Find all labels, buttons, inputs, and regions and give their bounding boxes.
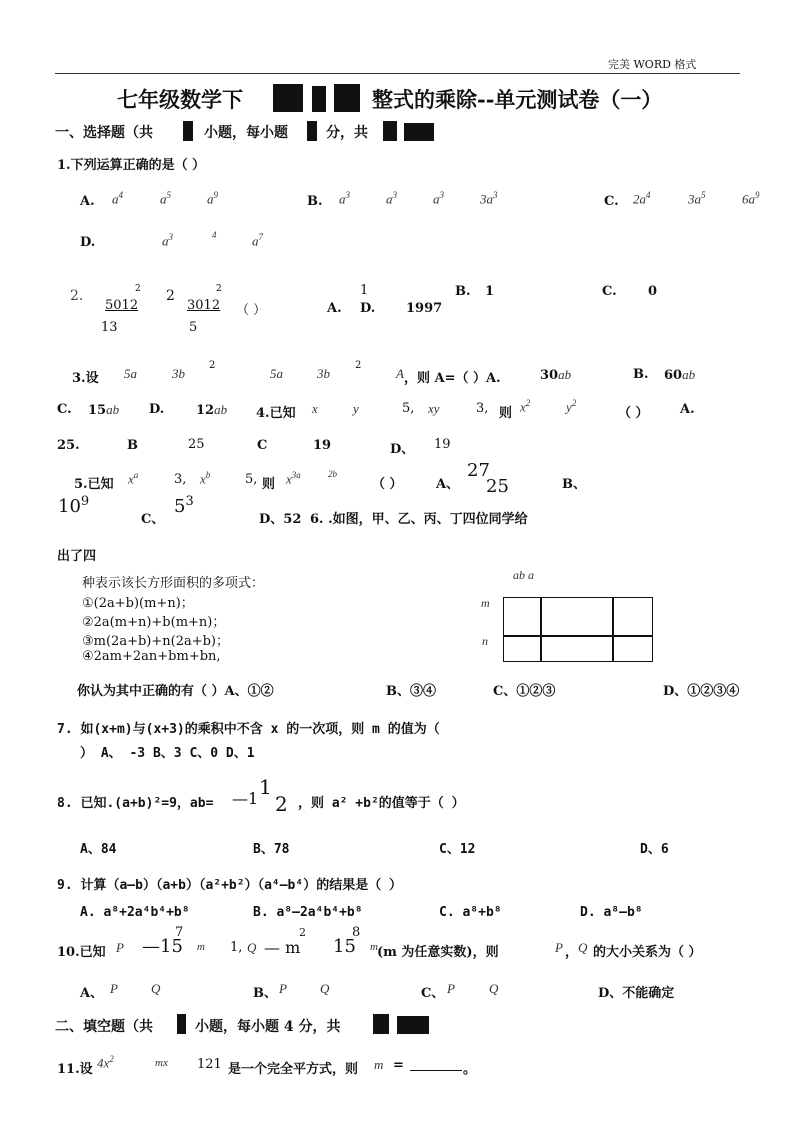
q2-option-b-value: 1 bbox=[485, 284, 495, 299]
q1-option-c-term: $2a^4$ bbox=[633, 190, 651, 207]
q2-answer-paren: （ ） bbox=[236, 303, 267, 318]
q4-option-d-label: D、 bbox=[390, 442, 415, 457]
q4-value: 3, bbox=[476, 401, 489, 416]
q6-stem-continued: 出了四 bbox=[57, 549, 97, 564]
q5-term: $x^a$ bbox=[128, 470, 139, 487]
q6-formula-2: ②2a(m+n)+b(m+n)； bbox=[82, 615, 226, 630]
redaction-block bbox=[312, 86, 326, 112]
q4-option-a-value: 25. bbox=[57, 438, 80, 453]
q7-options: ） A、 -3 B、3 C、0 D、1 bbox=[80, 746, 255, 761]
redaction-block bbox=[397, 1016, 429, 1034]
q10-option-a-p: P bbox=[110, 981, 118, 996]
q6-figure-label-n: n bbox=[482, 634, 488, 648]
q3-exponent: 2 bbox=[355, 360, 362, 371]
q1-option-b-term: $a^3$ bbox=[433, 190, 444, 207]
q8-negative-mixed: —1 bbox=[232, 789, 259, 808]
q3-stem-tail: ，则 A=（ ）A. bbox=[404, 371, 501, 386]
q11-term: 121 bbox=[197, 1057, 222, 1072]
q1-option-a-term: $a^5$ bbox=[160, 190, 171, 207]
q6-formula-3: ③m(2a+b)+n(2a+b)； bbox=[82, 634, 230, 649]
q10-option-b-label: B、 bbox=[253, 986, 277, 1001]
q11-equals: = bbox=[393, 1058, 404, 1073]
q10-value: 1, bbox=[230, 940, 243, 955]
q2-exponent: 2 bbox=[216, 284, 222, 294]
q2-fraction-2-num: 3012 bbox=[187, 298, 221, 313]
q1-option-b-label: B. bbox=[307, 194, 323, 209]
q4-answer-paren: （ ） bbox=[618, 406, 649, 421]
redaction-block bbox=[373, 1014, 389, 1034]
q1-option-d-term: $a^7$ bbox=[252, 232, 263, 249]
q9-option-d: D. a⁸—b⁸ bbox=[580, 905, 643, 920]
q2-option-d-value: 1997 bbox=[406, 301, 443, 316]
q1-option-a-term: $a^9$ bbox=[207, 190, 218, 207]
q6-formula-4: ④2am+2an+bm+bn, bbox=[82, 649, 221, 664]
q10-exponent: 2 bbox=[299, 926, 306, 939]
page-title-right: 整式的乘除--单元测试卷（一） bbox=[372, 87, 663, 112]
q3-option-d-label: D. bbox=[149, 402, 165, 417]
q10-note: (m 为任意实数)，则 bbox=[377, 945, 499, 960]
q2-exponent: 2 bbox=[135, 284, 141, 294]
q4-value: 5, bbox=[402, 401, 415, 416]
question-10-stem: 10.已知 bbox=[57, 945, 106, 960]
q4-term: $y^2$ bbox=[566, 398, 577, 415]
q2-fraction-2-den: 5 bbox=[189, 320, 198, 335]
question-6-stem: 6. .如图，甲、乙、丙、丁四位同学给 bbox=[310, 512, 528, 527]
redaction-block bbox=[273, 84, 303, 112]
q5-value: 5, bbox=[245, 472, 258, 487]
q11-end: 。 bbox=[463, 1062, 477, 1077]
q11-term: $4x^2$ bbox=[97, 1054, 114, 1071]
q8-option-c: C、12 bbox=[439, 842, 476, 857]
q1-option-b-term: $a^3$ bbox=[386, 190, 397, 207]
q3-option-a-value: 30ab bbox=[540, 367, 572, 383]
q6-option-c: C、①②③ bbox=[493, 684, 556, 699]
q6-rectangle-figure bbox=[503, 597, 653, 662]
header-rule bbox=[55, 73, 740, 74]
redaction-block bbox=[183, 121, 193, 141]
q4-var-x: x bbox=[312, 401, 318, 416]
q8-stem-tail: ，则 a² +b²的值等于（ ） bbox=[298, 796, 465, 811]
q9-option-c: C. a⁸+b⁸ bbox=[439, 905, 502, 920]
q2-option-b-label: B. bbox=[455, 284, 471, 299]
q1-option-d-term: $a^3$ bbox=[162, 232, 173, 249]
q10-var-p: P bbox=[116, 940, 124, 955]
question-4-stem: 4.已知 bbox=[256, 406, 296, 421]
q10-option-a-label: A、 bbox=[80, 986, 104, 1001]
q10-term: 15 bbox=[333, 936, 356, 957]
q11-answer-blank[interactable] bbox=[410, 1058, 462, 1075]
q3-option-c-label: C. bbox=[57, 402, 72, 417]
q5-option-b-label: B、 bbox=[562, 477, 586, 492]
q8-fraction-numerator: 1 bbox=[259, 775, 272, 799]
q3-exponent: 2 bbox=[209, 360, 216, 371]
q1-option-a-label: A. bbox=[80, 194, 95, 209]
q4-option-c-value: 19 bbox=[313, 438, 332, 453]
q2-option-c-value: 0 bbox=[648, 284, 658, 299]
q4-option-a-label: A. bbox=[680, 402, 695, 417]
q4-then: 则 bbox=[499, 406, 513, 421]
q5-term: $x^{3a}$ bbox=[286, 470, 301, 487]
q9-option-b: B. a⁸—2a⁴b⁴+b⁸ bbox=[253, 905, 363, 920]
q10-var-m: m bbox=[370, 941, 378, 953]
q2-option-a-label: A. bbox=[327, 301, 342, 316]
q5-option-c-value: $5^3$ bbox=[174, 494, 194, 517]
q5-option-a-label: A、 bbox=[436, 477, 460, 492]
q10-exponent: 7 bbox=[175, 925, 184, 940]
q10-option-c-label: C、 bbox=[421, 986, 445, 1001]
q9-option-a: A. a⁸+2a⁴b⁴+b⁸ bbox=[80, 905, 190, 920]
q10-var-q: Q bbox=[247, 940, 257, 955]
redaction-block bbox=[334, 84, 360, 112]
q4-option-d-value: 19 bbox=[434, 437, 451, 452]
q10-var-p: P bbox=[555, 940, 563, 955]
q10-option-b-q: Q bbox=[320, 981, 330, 996]
q2-fraction-1-num: 5012 bbox=[105, 298, 139, 313]
q10-option-b-p: P bbox=[279, 981, 287, 996]
q10-var-m: m bbox=[197, 941, 205, 953]
q6-intro: 种表示该长方形面积的多项式： bbox=[82, 576, 265, 591]
q2-option-a-value: 1 bbox=[360, 283, 369, 298]
q5-then: 则 bbox=[262, 477, 276, 492]
question-1-stem: 1.下列运算正确的是（ ） bbox=[57, 158, 206, 173]
q1-option-d-exponent: 4 bbox=[212, 230, 217, 240]
question-8-stem: 8. 已知.(a+b)²=9，ab= bbox=[57, 796, 214, 811]
redaction-block bbox=[307, 121, 317, 141]
q3-option-c-value: 15ab bbox=[88, 402, 120, 418]
q6-formula-1: ①(2a+b)(m+n)； bbox=[82, 596, 194, 611]
q1-option-b-term: $3a^3$ bbox=[480, 190, 498, 207]
q8-option-d: D、6 bbox=[640, 842, 669, 857]
question-11-stem: 11.设 bbox=[57, 1062, 93, 1077]
q5-exponent: 2b bbox=[328, 469, 337, 479]
q5-answer-paren: （ ） bbox=[372, 477, 403, 492]
figure-divider bbox=[540, 598, 542, 661]
question-9-stem: 9. 计算（a—b）（a+b）（a²+b²）（a⁴—b⁴）的结果是（ ） bbox=[57, 878, 403, 893]
q10-term: —15 bbox=[142, 936, 183, 957]
question-5-stem: 5.已知 bbox=[74, 477, 114, 492]
q1-option-c-label: C. bbox=[604, 194, 619, 209]
q1-option-c-term: $3a^5$ bbox=[688, 190, 706, 207]
q3-term-a: A bbox=[396, 366, 404, 381]
q10-term: — m bbox=[264, 938, 301, 957]
section-heading-choice-2: 小题，每小题 bbox=[204, 125, 288, 141]
q6-ask-option-a: 你认为其中正确的有（ ）A、①② bbox=[77, 684, 274, 699]
q10-exponent: 8 bbox=[352, 925, 361, 940]
q10-option-c-p: P bbox=[447, 981, 455, 996]
page-title-left: 七年级数学下 bbox=[117, 87, 243, 112]
q11-stem-tail: 是一个完全平方式，则 bbox=[228, 1062, 359, 1077]
q8-fraction-denominator: 2 bbox=[275, 792, 288, 816]
question-2-number: 2. bbox=[70, 288, 84, 304]
redaction-block bbox=[383, 121, 397, 141]
q6-option-d: D、①②③④ bbox=[663, 684, 740, 699]
q10-var-q: Q bbox=[578, 940, 588, 955]
q10-stem-tail: 的大小关系为（ ） bbox=[593, 945, 702, 960]
q5-term: $x^b$ bbox=[200, 470, 211, 487]
q4-option-c-label: C bbox=[257, 438, 268, 453]
question-3-stem: 3.设 bbox=[72, 371, 99, 386]
q4-option-b-label: B bbox=[127, 438, 138, 453]
q2-option-d-label: D. bbox=[360, 301, 376, 316]
q6-option-b: B、③④ bbox=[386, 684, 436, 699]
figure-divider bbox=[504, 635, 652, 637]
q10-option-a-q: Q bbox=[151, 981, 161, 996]
section-heading-choice-3: 分，共 bbox=[326, 125, 368, 141]
header-mark: 完美 WORD 格式 bbox=[608, 58, 697, 71]
q3-term: 5a bbox=[270, 366, 283, 381]
section-heading-fill-1: 二、填空题（共 bbox=[55, 1019, 153, 1035]
q5-option-a-num: 27 bbox=[467, 460, 490, 481]
q10-option-d: D、不能确定 bbox=[598, 986, 675, 1001]
q6-figure-top-label: ab a bbox=[513, 568, 534, 582]
redaction-block bbox=[404, 123, 434, 141]
q2-fraction-1-den: 13 bbox=[101, 320, 118, 335]
q11-term: mx bbox=[155, 1057, 168, 1069]
figure-divider bbox=[612, 598, 614, 661]
q6-figure-label-m: m bbox=[481, 596, 490, 610]
q3-option-b-label: B. bbox=[633, 367, 649, 382]
q3-term: 3b bbox=[172, 366, 185, 381]
q2-two: 2 bbox=[166, 288, 175, 304]
q4-var-y: y bbox=[353, 401, 359, 416]
q3-term: 3b bbox=[317, 366, 330, 381]
q2-option-c-label: C. bbox=[602, 284, 617, 299]
q4-option-b-value: 25 bbox=[188, 437, 205, 452]
section-heading-fill-2: 小题，每小题 4 分，共 bbox=[195, 1019, 341, 1035]
q1-option-d-label: D. bbox=[80, 235, 96, 250]
q5-option-b-value: $10^9$ bbox=[58, 494, 90, 517]
q5-option-d-label: D、52 bbox=[259, 512, 302, 527]
q1-option-a-term: $a^4$ bbox=[112, 190, 123, 207]
q8-option-b: B、78 bbox=[253, 842, 290, 857]
q5-option-c-label: C、 bbox=[141, 512, 165, 527]
q3-option-d-value: 12ab bbox=[196, 402, 228, 418]
q5-value: 3, bbox=[174, 472, 187, 487]
q11-var-m: m bbox=[374, 1057, 384, 1072]
section-heading-choice-1: 一、选择题（共 bbox=[55, 125, 153, 141]
q1-option-c-term: $6a^9$ bbox=[742, 190, 760, 207]
q4-term: $x^2$ bbox=[520, 398, 531, 415]
q4-var-xy: xy bbox=[428, 401, 440, 416]
q10-comma: ， bbox=[565, 945, 579, 960]
q3-term: 5a bbox=[124, 366, 137, 381]
q8-option-a: A、84 bbox=[80, 842, 117, 857]
q10-option-c-q: Q bbox=[489, 981, 499, 996]
q1-option-b-term: $a^3$ bbox=[339, 190, 350, 207]
question-7-stem: 7. 如(x+m)与(x+3)的乘积中不含 x 的一次项，则 m 的值为（ bbox=[57, 722, 440, 737]
redaction-block bbox=[177, 1014, 186, 1034]
q3-option-b-value: 60ab bbox=[664, 367, 696, 383]
q5-option-a-den: 25 bbox=[486, 476, 509, 497]
